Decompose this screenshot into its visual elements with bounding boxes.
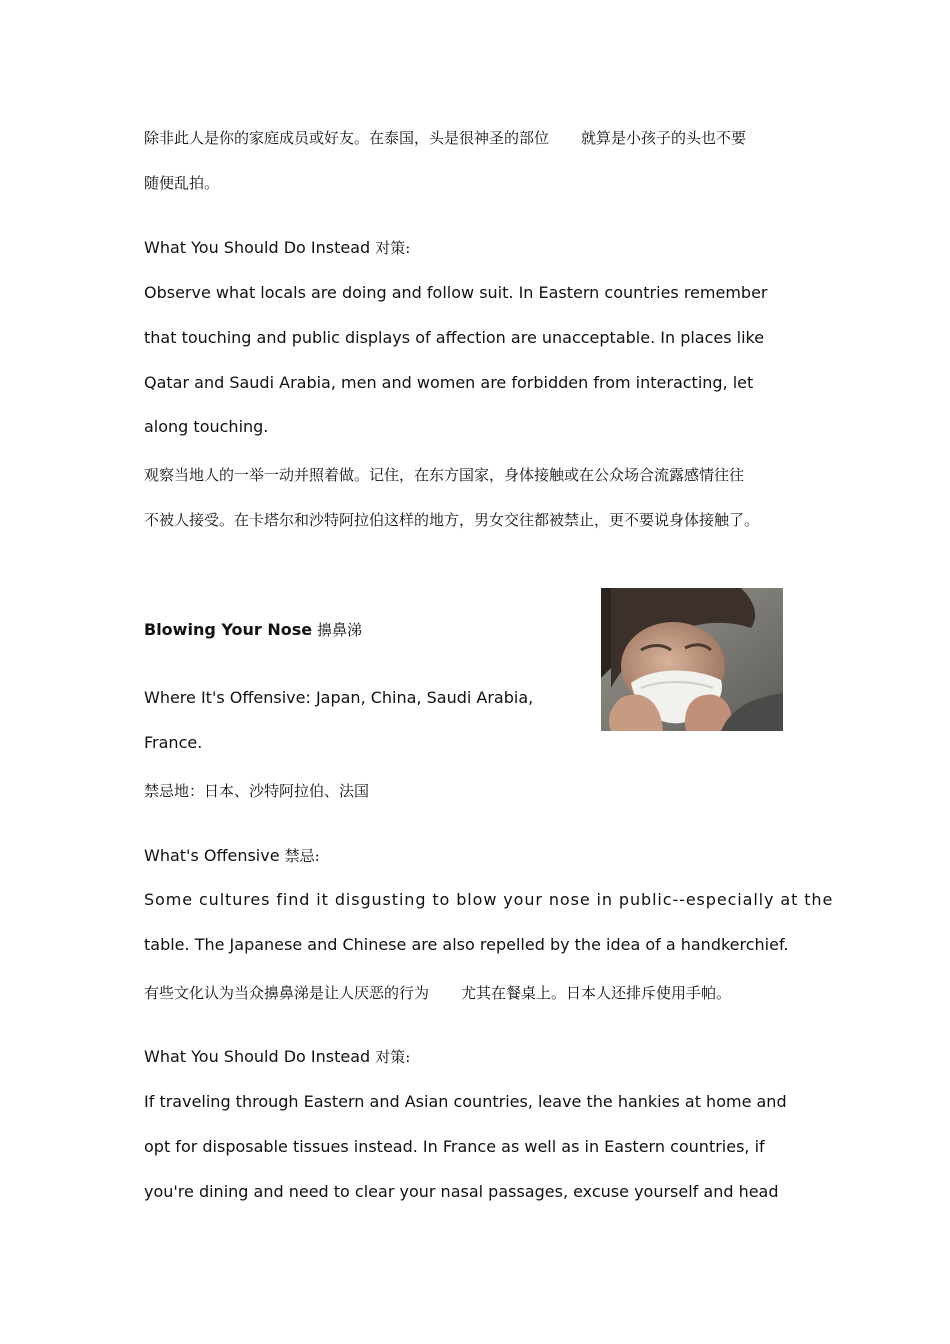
cn-para-1-line-2: 不被人接受。在卡塔尔和沙特阿拉伯这样的地方，男女交往都被禁止，更不要说身体接触了。 xyxy=(144,511,760,529)
cn-para-2 xyxy=(144,983,731,1003)
heading-cn: 对策: xyxy=(375,1048,411,1066)
section-title-en: Blowing Your Nose xyxy=(144,620,313,639)
heading-cn: 禁忌: xyxy=(284,847,320,865)
para-3-line-2: opt for disposable tissues instead. In France as well as in Eastern countries, if xyxy=(144,1137,765,1156)
section-title-cn: 擤鼻涕 xyxy=(317,621,363,639)
heading-whats-offensive xyxy=(144,846,320,866)
heading-what-to-do-1 xyxy=(144,238,410,258)
cn-para-2a: 有些文化认为当众擤鼻涕是让人厌恶的行为 xyxy=(144,984,430,1002)
para-1-line-3: Qatar and Saudi Arabia, men and women are forbidden from interacting, let xyxy=(144,373,754,392)
cn-line-1a: 除非此人是你的家庭成员或好友。在泰国，头是很神圣的部位 xyxy=(144,129,550,147)
section-title-blowing-nose xyxy=(144,620,362,640)
para-1-line-4: along touching. xyxy=(144,417,269,436)
offensive-where-line-1: Where It's Offensive: Japan, China, Saudi Arabia, xyxy=(144,688,534,707)
cn-line-2: 随便乱拍。 xyxy=(144,174,220,192)
heading-what-to-do-2 xyxy=(144,1047,410,1067)
person-blowing-nose-photo xyxy=(601,588,783,731)
offensive-where-cn: 禁忌地：日本、沙特阿拉伯、法国 xyxy=(144,782,370,800)
para-3-line-1: If traveling through Eastern and Asian countries, leave the hankies at home and xyxy=(144,1092,787,1111)
heading-en: What You Should Do Instead xyxy=(144,238,371,257)
para-1-line-2: that touching and public displays of affection are unacceptable. In places like xyxy=(144,328,765,347)
heading-cn: 对策: xyxy=(375,239,411,257)
cn-line-1b: 就算是小孩子的头也不要 xyxy=(581,129,747,147)
cn-line-1 xyxy=(144,128,746,148)
para-2-line-1: Some cultures find it disgusting to blow your nose in public--especially at the xyxy=(144,890,834,909)
offensive-where-line-2: France. xyxy=(144,733,203,752)
heading-en: What's Offensive xyxy=(144,846,280,865)
cn-para-2b: 尤其在餐桌上。日本人还排斥使用手帕。 xyxy=(461,984,732,1002)
cn-para-1-line-1: 观察当地人的一举一动并照着做。记住，在东方国家，身体接触或在公众场合流露感情往往 xyxy=(144,466,745,484)
para-2-line-2: table. The Japanese and Chinese are also repelled by the idea of a handkerchief. xyxy=(144,935,789,954)
heading-en: What You Should Do Instead xyxy=(144,1047,371,1066)
para-1-line-1: Observe what locals are doing and follow suit. In Eastern countries remember xyxy=(144,283,768,302)
para-3-line-3: you're dining and need to clear your nasal passages, excuse yourself and head xyxy=(144,1182,779,1201)
